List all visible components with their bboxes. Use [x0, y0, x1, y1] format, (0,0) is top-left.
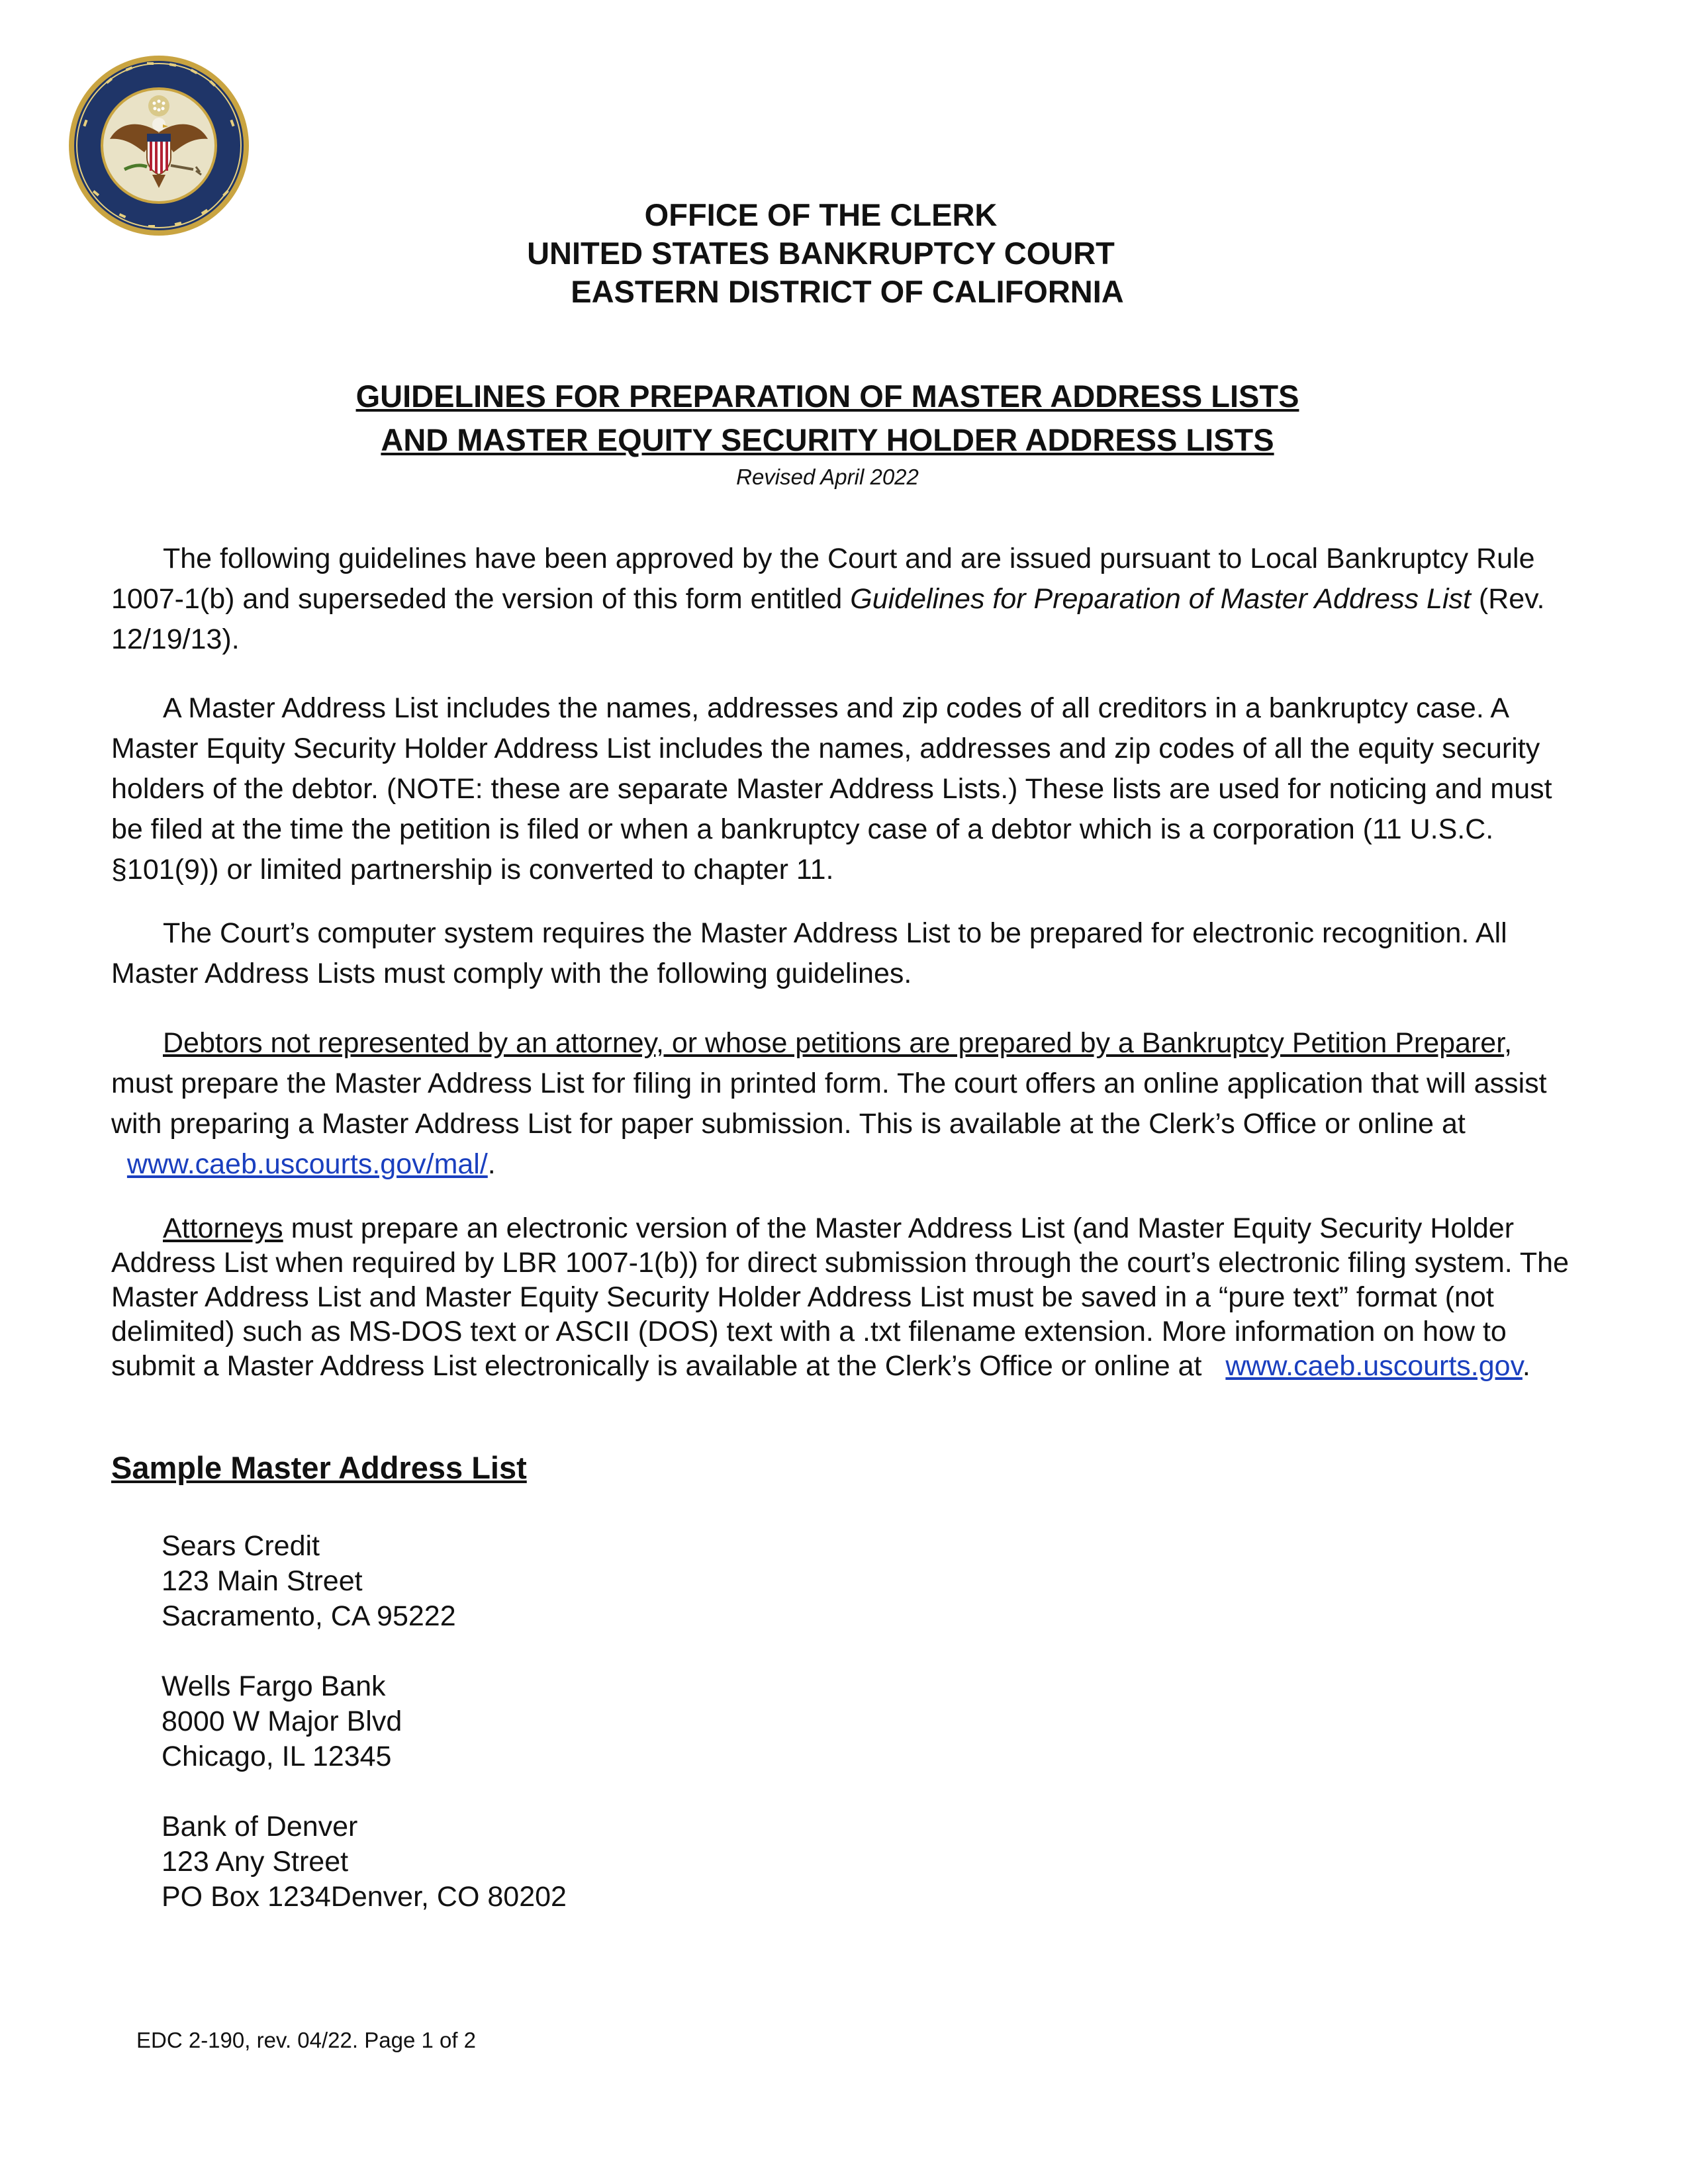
office-line-3: EASTERN DISTRICT OF CALIFORNIA [571, 274, 1124, 309]
form-footer: EDC 2-190, rev. 04/22. Page 1 of 2 [136, 2028, 477, 2052]
paragraph-intro-end: (Rev. 12/19/13). [111, 583, 1545, 655]
mal-link[interactable]: www.caeb.uscourts.gov/mal/ [126, 1148, 488, 1180]
paragraph-attorneys [111, 1211, 1581, 1383]
address-name: Wells Fargo Bank [162, 1670, 386, 1702]
address-city: Chicago, IL 12345 [162, 1741, 392, 1772]
office-line-1: OFFICE OF THE CLERK [644, 197, 998, 232]
paragraph-attorneys-end: . [1522, 1350, 1530, 1382]
debtors-underlined: Debtors not represented by an attorney, or whose petitions are prepared by a Bankruptcy Petition Preparer [163, 1027, 1505, 1059]
sample-list-heading: Sample Master Address List [111, 1450, 527, 1485]
paragraph-computer-system [111, 913, 1581, 994]
office-header [0, 196, 1642, 311]
address-street: 123 Any Street [162, 1846, 349, 1878]
address-city: Sacramento, CA 95222 [162, 1600, 456, 1632]
paragraph-computer-system-text: The Court’s computer system requires the Master Address List to be prepared for electronic recognition. All Master Address Lists must comply with the following guidelines. [111, 917, 1507, 989]
paragraph-attorneys-text: must prepare an electronic version of the Master Address List (and Master Equity Security Holder Address List when required by LBR 1007-1(b)) for direct submission through the court’s electronic filing system. The Master Address List and Master Equity Security Holder Address List must be saved in a “pure text” format (not delimited) such as MS-DOS text or ASCII (DOS) text with a .txt filename extension. More information on how to submit a Master Address List electronically is available at the Clerk’s Office or online at [111, 1212, 1570, 1382]
address-city: PO Box 1234Denver, CO 80202 [162, 1881, 567, 1913]
court-website-link[interactable]: www.caeb.uscourts.gov [1225, 1350, 1523, 1382]
sample-address [162, 1529, 567, 1634]
sample-address [162, 1669, 567, 1774]
sample-address [162, 1809, 567, 1915]
paragraph-debtors-text: , must prepare the Master Address List for filing in printed form. The court offers an online application that will assist with preparing a Master Address List for paper submission. This is available at the Clerk’s Office or online at [111, 1027, 1547, 1140]
address-name: Bank of Denver [162, 1811, 358, 1843]
document-title [0, 375, 1655, 462]
office-line-2: UNITED STATES BANKRUPTCY COURT [527, 236, 1115, 271]
title-line-1: GUIDELINES FOR PREPARATION OF MASTER ADDRESS LISTS [355, 379, 1299, 414]
attorneys-underlined: Attorneys [163, 1212, 283, 1244]
address-street: 123 Main Street [162, 1565, 363, 1597]
sample-address-list [162, 1529, 567, 1950]
paragraph-intro-text: The following guidelines have been approved by the Court and are issued pursuant to Local Bankruptcy Rule 1007-1(b) and superseded the version of this form entitled [111, 543, 1535, 615]
paragraph-master-address-text: A Master Address List includes the names, addresses and zip codes of all creditors in a bankruptcy case. A Master Equity Security Holder Address List includes the names, addresses and zip codes of all the equity security holders of the debtor. (NOTE: these are separate Master Address Lists.) These lists are used for noticing and must be filed at the time the petition is filed or when a bankruptcy case of a debtor which is a corporation (11 U.S.C. §101(9)) or limited partnership is converted to chapter 11. [111, 692, 1552, 886]
paragraph-intro [111, 539, 1581, 660]
address-name: Sears Credit [162, 1530, 320, 1562]
title-line-2: AND MASTER EQUITY SECURITY HOLDER ADDRESS LISTS [381, 422, 1274, 457]
form-title-italic: Guidelines for Preparation of Master Address List [850, 583, 1471, 615]
paragraph-debtors [111, 1023, 1581, 1185]
paragraph-debtors-end: . [487, 1148, 496, 1180]
revised-date: Revised April 2022 [736, 465, 919, 489]
paragraph-master-address-definition [111, 688, 1581, 890]
address-street: 8000 W Major Blvd [162, 1706, 402, 1737]
